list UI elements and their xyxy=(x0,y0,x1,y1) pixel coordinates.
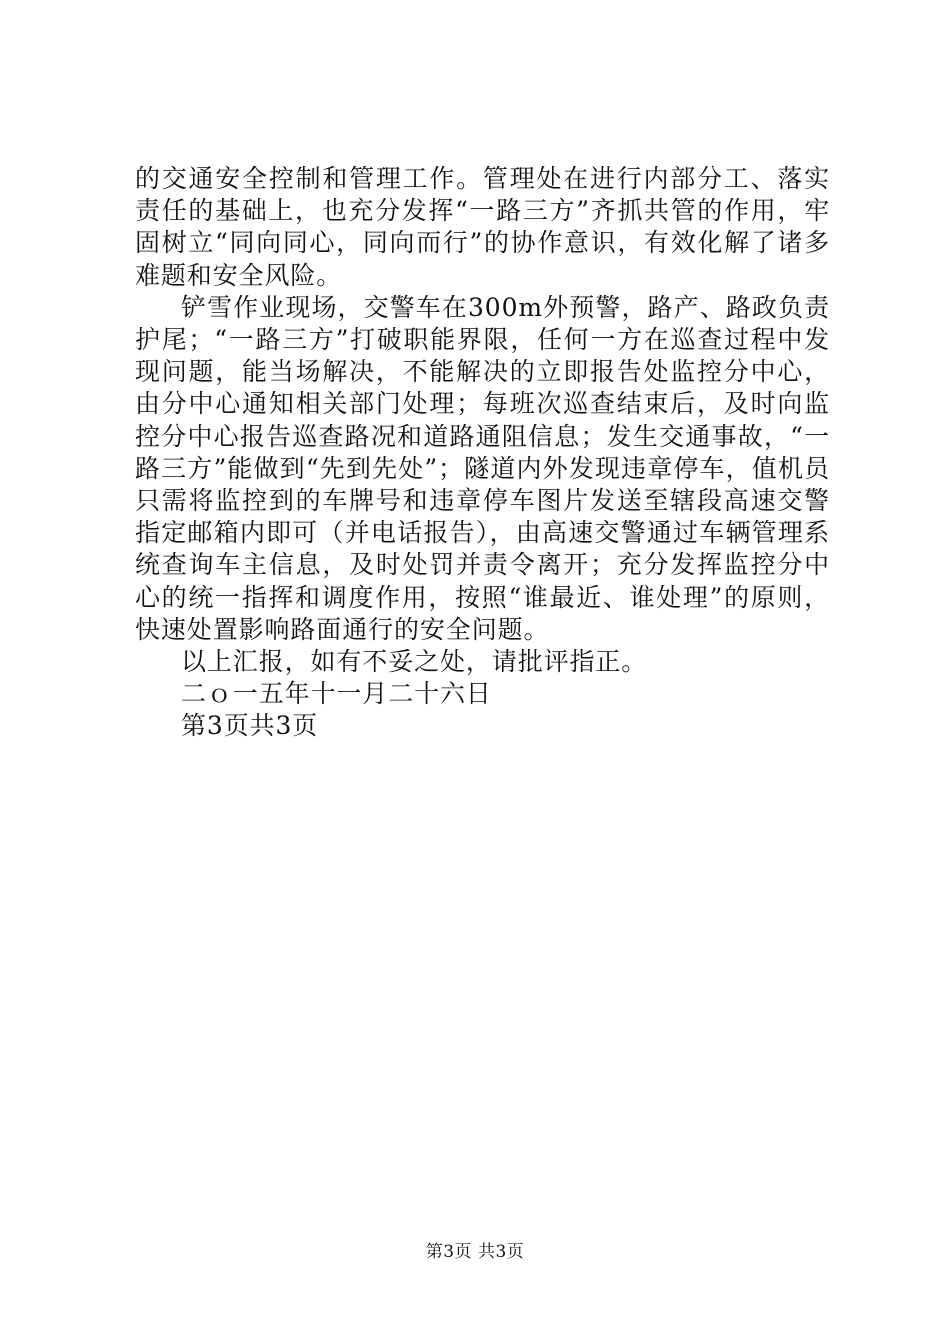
paragraph-date: 二ｏ一五年十一月二十六日 xyxy=(181,679,492,709)
paragraph-closing: 以上汇报，如有不妥之处，请批评指正。 xyxy=(181,647,648,677)
page-footer: 第3页 共3页 xyxy=(425,1242,525,1262)
paragraph-continuation: 的交通安全控制和管理工作。管理处在进行内部分工、落实责任的基础上，也充分发挥“一路三方”齐抓共管的作用，牢固树立“同向同心，同向而行”的协作意识，有效化解了诸多难题和安全风险。 xyxy=(135,164,830,290)
paragraph-snow-removal: 铲雪作业现场，交警车在300m外预警，路产、路政负责护尾；“一路三方”打破职能界限，任何一方在巡查过程中发现问题，能当场解决，不能解决的立即报告处监控分中心，由分中心通知相关部门处理；每班次巡查结束后，及时向监控分中心报告巡查路况和道路通阻信息；发生交通事故，“一路三方”能做到“先到先处”；隧道内外发现违章停车，值机员只需将监控到的车牌号和违章停车图片发送至辖段高速交警指定邮箱内即可（并电话报告），由高速交警通过车辆管理系统查询车主信息，及时处罚并责令离开；充分发挥监控分中心的统一指挥和调度作用，按照“谁最近、谁处理”的原则，快速处置影响路面通行的安全问题。 xyxy=(135,292,830,644)
document-body xyxy=(135,163,830,743)
paragraph-page-note: 第3页共3页 xyxy=(181,711,319,741)
